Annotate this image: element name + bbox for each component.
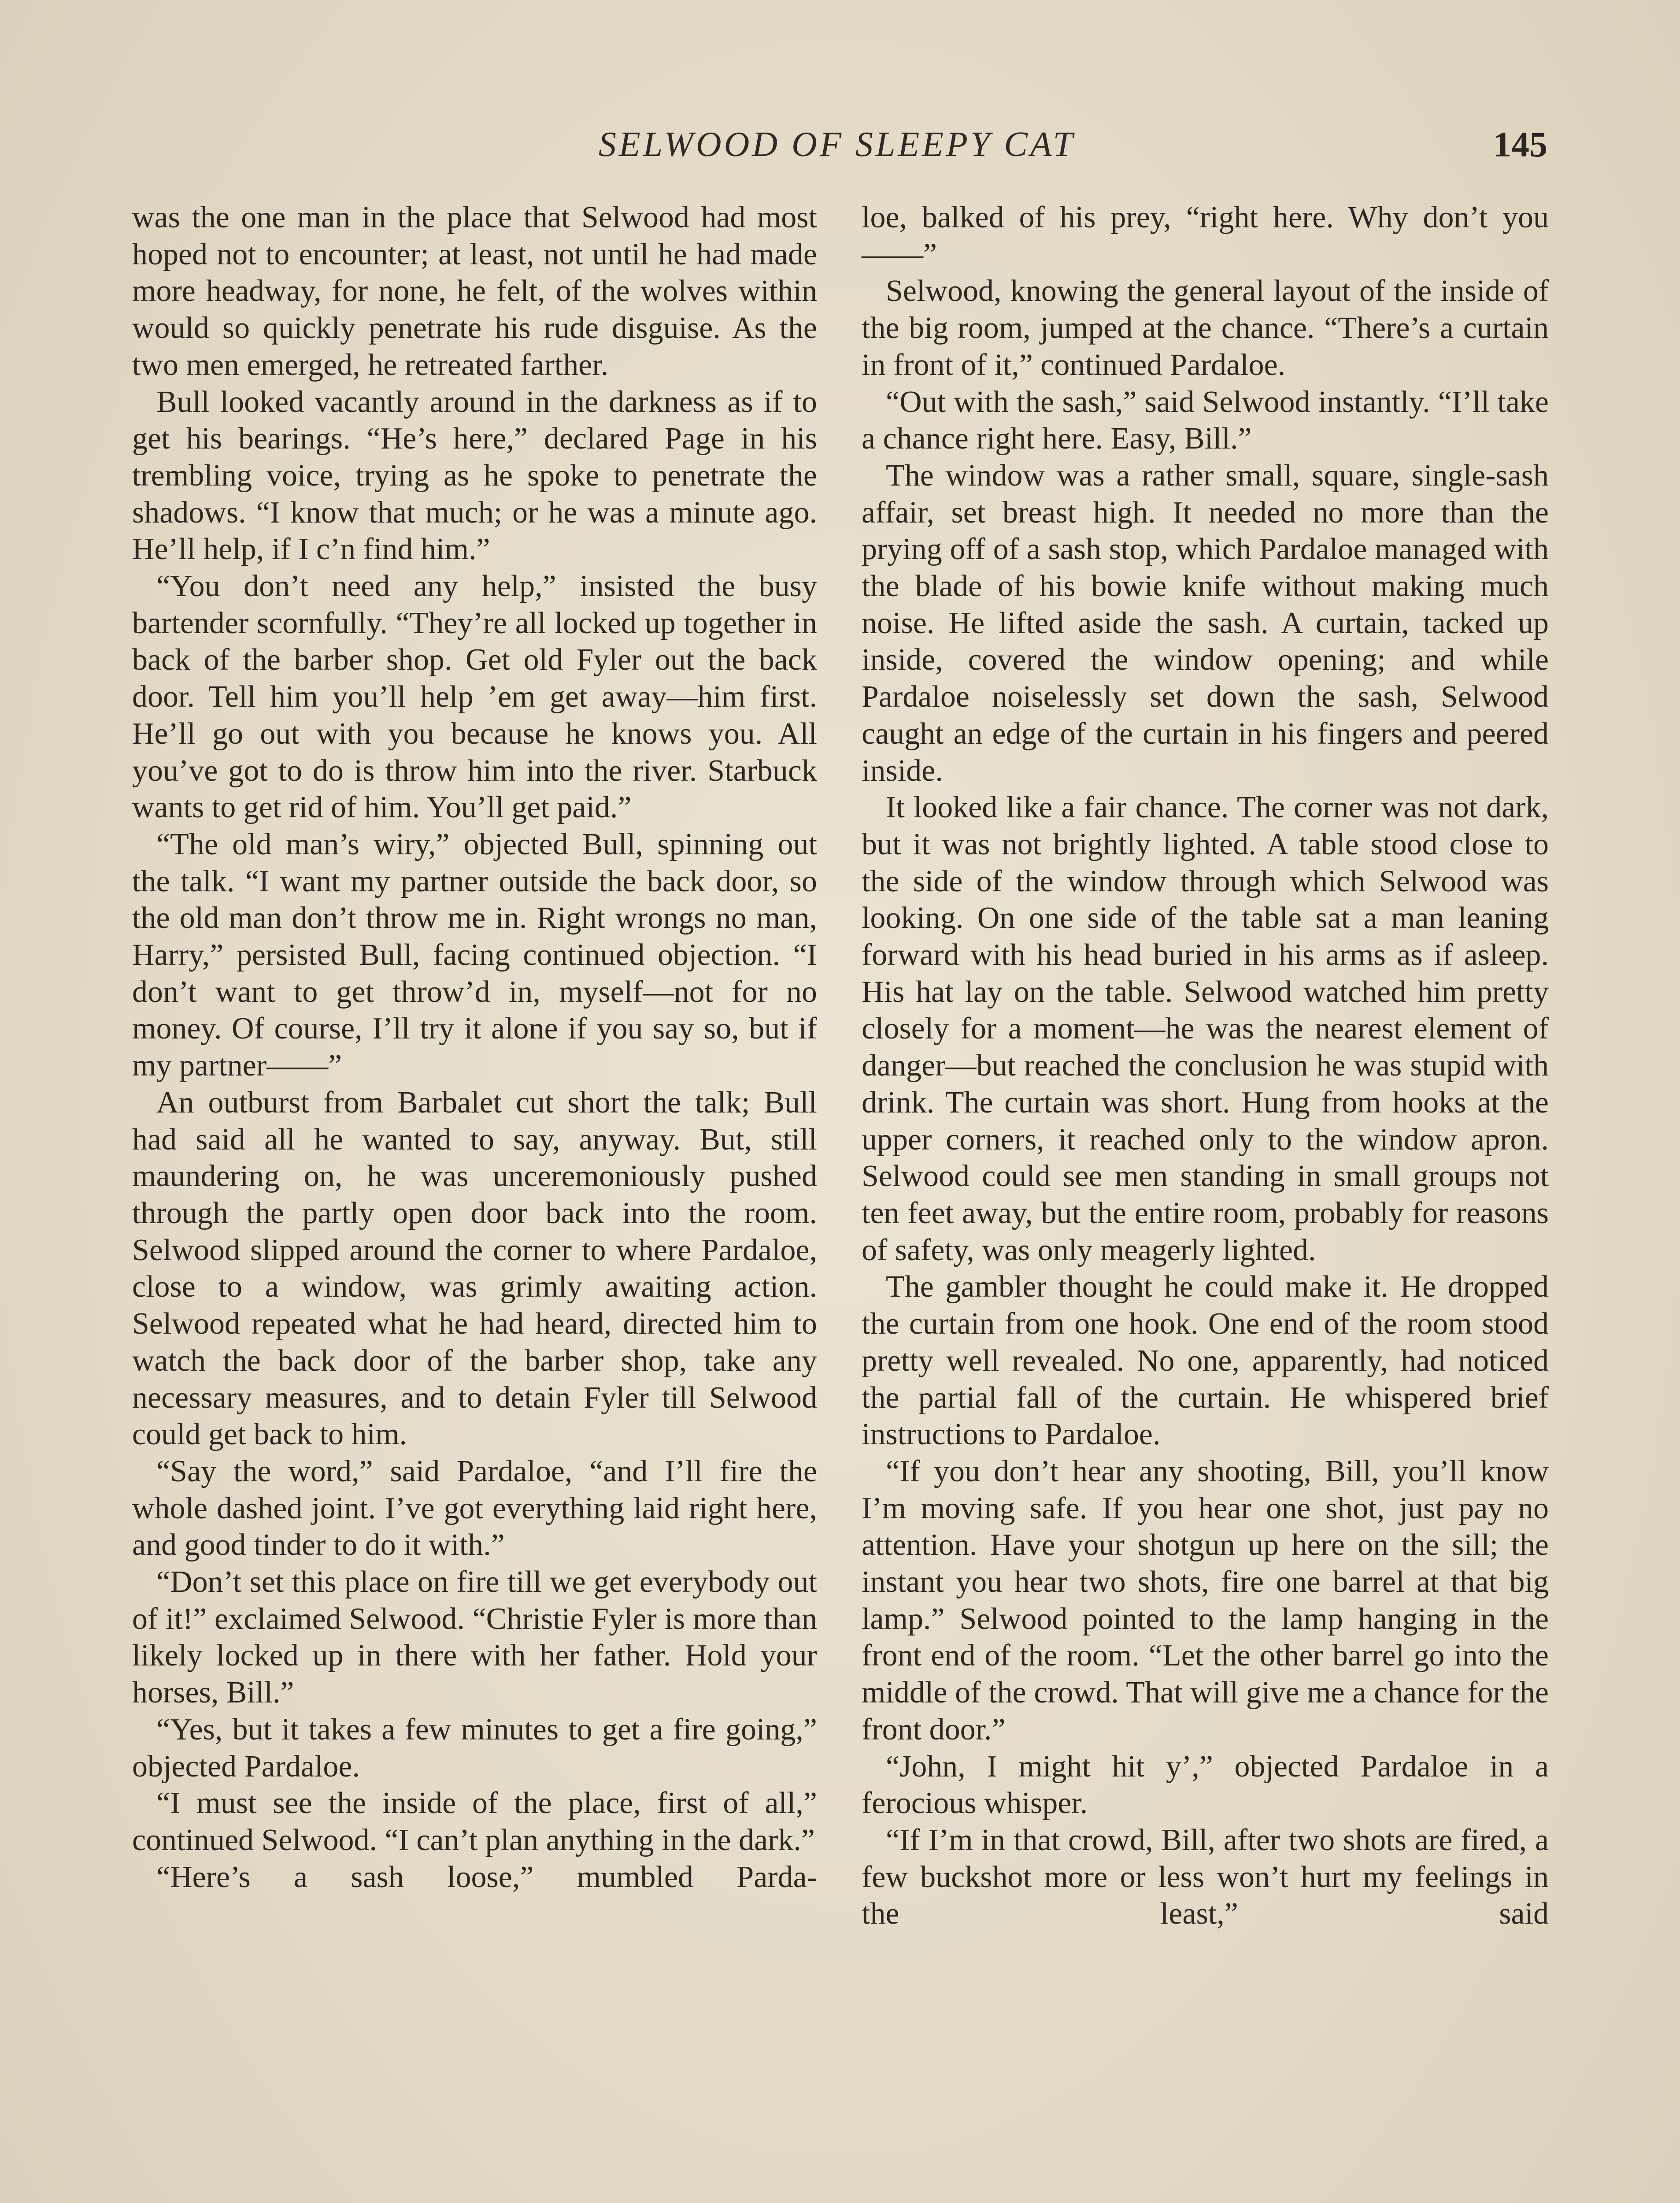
page-number: 145: [1493, 124, 1547, 164]
paragraph: loe, balked of his prey, “right here. Why don’t you——”: [862, 200, 1549, 271]
paragraph: An outburst from Barbalet cut short the talk; Bull had said all he wanted to say, anyway. But, still maundering on, he was unceremoniously pushed through the partly open door back into the room. Selwood slipped around the corner to where Pardaloe, close to a window, was grimly awaiting action. Selwood repeated what he had heard, directed him to watch the back door of the barber shop, take any necessary measures, and to detain Fyler till Selwood could get back to him.: [132, 1085, 817, 1452]
paragraph: was the one man in the place that Selwood had most hoped not to encounter; at least, not until he had made more headway, for none, he felt, of the wolves within would so quickly penetrate his rude disguise. As the two men emerged, he retreated farther.: [132, 200, 817, 382]
paragraph: “You don’t need any help,” insisted the busy bartender scornfully. “They’re all locked up together in back of the barber shop. Get old Fyler out the back door. Tell him you’ll help ’em get away—him first. He’ll go out with you because he knows you. All you’ve got to do is throw him into the river. Starbuck wants to get rid of him. You’ll get paid.”: [132, 569, 817, 825]
paragraph: “Say the word,” said Pardaloe, “and I’ll fire the whole dashed joint. I’ve got everything laid right here, and good tinder to do it with.”: [132, 1454, 817, 1562]
paragraph: “Here’s a sash loose,” mumbled Parda-: [156, 1860, 817, 1894]
paragraph: Bull looked vacantly around in the darkness as if to get his bearings. “He’s here,” declared Page in his trembling voice, trying as he spoke to penetrate the shadows. “I know that much; or he was a minute ago. He’ll help, if I c’n find him.”: [132, 385, 817, 567]
paragraph: “If I’m in that crowd, Bill, after two shots are fired, a few buckshot more or less won’t hurt my feelings in the least,” said: [862, 1823, 1549, 1931]
paragraph: It looked like a fair chance. The corner was not dark, but it was not brightly lighted. A table stood close to the side of the window through which Selwood was looking. On one side of the table sat a man leaning forward with his head buried in his arms as if asleep. His hat lay on the table. Selwood watched him pretty closely for a moment—he was the nearest element of danger—but reached the conclusion he was stupid with drink. The curtain was short. Hung from hooks at the upper corners, it reached only to the window apron. Selwood could see men standing in small groups not ten feet away, but the entire room, probably for reasons of safety, was only meagerly lighted.: [862, 790, 1549, 1267]
running-title: SELWOOD OF SLEEPY CAT: [598, 125, 1076, 164]
paragraph: “Out with the sash,” said Selwood instantly. “I’ll take a chance right here. Easy, Bill.”: [862, 385, 1549, 456]
paragraph: The window was a rather small, square, single-sash affair, set breast high. It needed no more than the prying off of a sash stop, which Pardaloe managed with the blade of his bowie knife without making much noise. He lifted aside the sash. A curtain, tacked up inside, covered the window opening; and while Pardaloe noiselessly set down the sash, Selwood caught an edge of the curtain in his fingers and peered inside.: [862, 458, 1549, 788]
left-column: [132, 199, 817, 1895]
paragraph: “If you don’t hear any shooting, Bill, you’ll know I’m moving safe. If you hear one shot, just pay no attention. Have your shotgun up here on the sill; the instant you hear two shots, fire one barrel at that big lamp.” Selwood pointed to the lamp hanging in the front end of the room. “Let the other barrel go into the middle of the crowd. That will give me a chance for the front door.”: [862, 1454, 1549, 1747]
paragraph: “Don’t set this place on fire till we get everybody out of it!” exclaimed Selwood. “Christie Fyler is more than likely locked up in there with her father. Hold your horses, Bill.”: [132, 1565, 817, 1710]
paragraph: “The old man’s wiry,” objected Bull, spinning out the talk. “I want my partner outside the back door, so the old man don’t throw me in. Right wrongs no man, Harry,” persisted Bull, facing continued objection. “I don’t want to get throw’d in, myself—not for no money. Of course, I’ll try it alone if you say so, but if my partner——”: [132, 827, 817, 1083]
paragraph: “I must see the inside of the place, first of all,” continued Selwood. “I can’t plan anything in the dark.”: [132, 1786, 817, 1857]
paragraph: “Yes, but it takes a few minutes to get a fire going,” objected Pardaloe.: [132, 1712, 817, 1784]
paragraph: Selwood, knowing the general layout of the inside of the big room, jumped at the chance. “There’s a curtain in front of it,” continued Pardaloe.: [862, 274, 1549, 382]
right-column: [862, 199, 1549, 1932]
page-header: [0, 122, 1680, 171]
paragraph: The gambler thought he could make it. He dropped the curtain from one hook. One end of the room stood pretty well revealed. No one, apparently, had noticed the partial fall of the curtain. He whispered brief instructions to Pardaloe.: [862, 1270, 1549, 1452]
paragraph: “John, I might hit y’,” objected Pardaloe in a ferocious whisper.: [862, 1749, 1549, 1821]
